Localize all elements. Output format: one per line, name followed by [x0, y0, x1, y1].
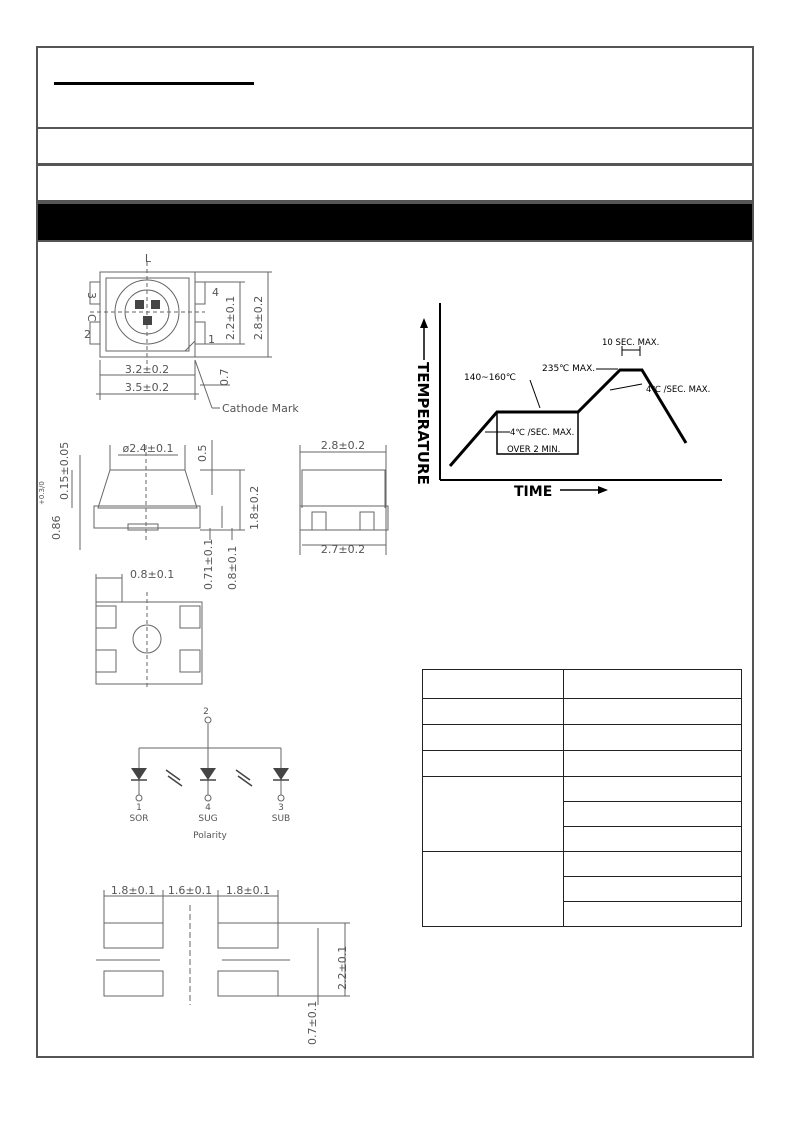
preheat-temp-label: 140~160℃ [464, 373, 517, 383]
polarity-pin-1: 1 [136, 803, 142, 813]
peak-temp-label: 235℃ MAX. [542, 364, 596, 374]
dim-end-width-top: 2.8±0.2 [320, 439, 366, 452]
dim-end-width-bottom: 2.7±0.2 [320, 543, 366, 556]
pin-label-3: 3 [85, 292, 98, 299]
table-row [423, 751, 742, 777]
dim-total-height: 0.86 [50, 515, 63, 540]
dim-body-height: 1.8±0.2 [248, 485, 261, 530]
fp-dim-pitch: 0.7±0.1 [306, 1000, 319, 1045]
table-row [423, 852, 742, 877]
cathode-mark-label: Cathode Mark [222, 402, 299, 415]
top-mark: L [144, 252, 152, 265]
pin-label-2: 2 [84, 328, 91, 341]
dwell-label: OVER 2 MIN. [507, 445, 561, 455]
dim-lead-thk: 0.71±0.1 [202, 538, 215, 590]
polarity-caption: Polarity [193, 831, 227, 841]
ramp-rate-label: 4℃ /SEC. MAX. [510, 428, 575, 438]
polarity-code-sor: SOR [129, 814, 149, 824]
dim-lens-gap: 0.5 [196, 444, 209, 462]
fp-dim-height: 2.2±0.1 [336, 945, 349, 990]
dim-height-outer: 2.8±0.2 [252, 295, 265, 340]
dim-lens-height: 0.15±0.05 [58, 441, 71, 500]
polarity-pin-4: 4 [205, 803, 211, 813]
center-mark: C [85, 314, 98, 322]
fp-dim-3: 1.8±0.1 [225, 884, 271, 897]
polarity-code-sug: SUG [198, 814, 218, 824]
x-axis-label: TIME [514, 484, 553, 500]
dim-lead-len: 0.8±0.1 [226, 545, 239, 590]
peak-time-label: 10 SEC. MAX. [602, 338, 660, 348]
dim-width-inner: 3.2±0.2 [124, 363, 170, 376]
table-row [423, 725, 742, 751]
table-row [423, 777, 742, 802]
spec-table [422, 669, 742, 927]
table-row [423, 670, 742, 699]
cool-rate-label: 4℃ /SEC. MAX. [646, 385, 711, 395]
polarity-code-sub: SUB [271, 814, 291, 824]
fp-dim-1: 1.8±0.1 [110, 884, 156, 897]
polarity-common-pin: 2 [203, 707, 209, 717]
dim-height-inner: 2.2±0.1 [224, 295, 237, 340]
dim-lens-dia: ø2.4±0.1 [122, 442, 174, 455]
dim-width-outer: 3.5±0.2 [124, 381, 170, 394]
polarity-pin-3: 3 [278, 803, 284, 813]
dim-pad-width: 0.8±0.1 [130, 568, 175, 581]
fp-dim-2: 1.6±0.1 [167, 884, 213, 897]
dim-total-tol: +0.3/0 [38, 481, 46, 505]
y-axis-label: TEMPERATURE [414, 362, 432, 485]
pin-label-4: 4 [212, 286, 219, 299]
pin-label-1: 1 [208, 333, 215, 346]
table-row [423, 699, 742, 725]
dim-lead-offset: 0.7 [218, 368, 231, 386]
